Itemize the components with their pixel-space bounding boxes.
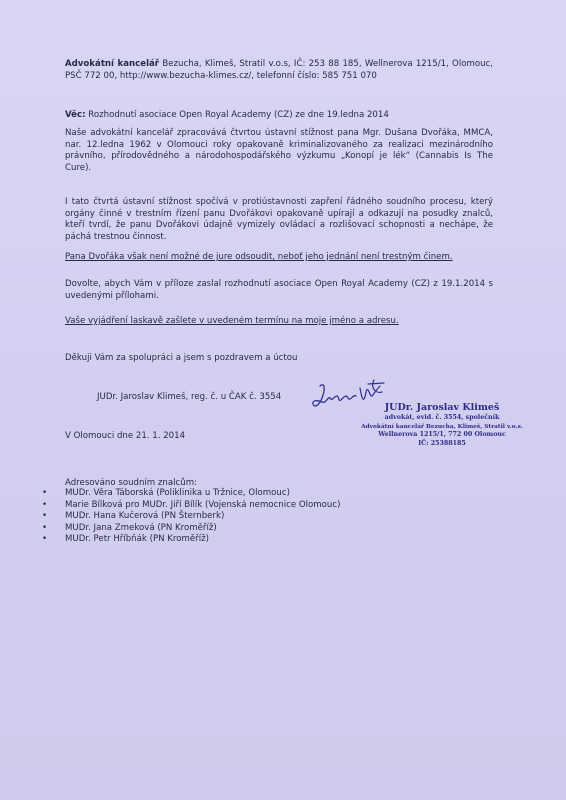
list-item-text: Marie Bílková pro MUDr. Jiří Bílík (Vojenská nemocnice Olomouc) [65, 499, 341, 510]
stamp-line-ic: IČ: 25388185 [418, 439, 466, 447]
list-item [42, 488, 340, 500]
paragraph-not-crime: Pana Dvořáka však není možné de jure odsoudit, neboť jeho jednání není trestným činem. [65, 252, 453, 262]
list-item [42, 511, 340, 523]
subject-text: Rozhodnutí asociace Open Royal Academy (CZ) ze dne 19.ledna 2014 [88, 110, 389, 120]
stamp-line-address: Wellnerova 1215/1, 772 00 Olomouc [378, 431, 506, 439]
stamp-line-firm: Advokátní kancelář Bezucha, Klimeš, Stratil v.o.s. [361, 423, 523, 430]
bullet-icon: • [42, 511, 48, 522]
addressees-list [42, 488, 340, 546]
bullet-icon: • [42, 522, 48, 533]
list-item [42, 523, 340, 535]
subject-line [65, 110, 493, 122]
signer-name: JUDr. Jaroslav Klimeš, reg. č. u ČAK č. 3554 [97, 392, 282, 402]
paragraph-complaint: I tato čtvrtá ústavní stížnost spočívá v protiústavnosti zapření řádného soudního procesu, který orgány činné v trestním řízení panu Dvořákovi opakovaně upírají a odkazují na posudky znalců, kteří tvrdí, že panu Dvořákovi údajně vymizely ovládací a rozlišovací schopnosti a nechápe, že páchá trestnou činnost. [65, 197, 493, 242]
stamp-line-role: advokát, evid. č. 3554, společník [384, 414, 500, 421]
list-item [42, 500, 340, 512]
addressees-title: Adresováno soudním znalcům: [65, 478, 197, 488]
firm-label: Advokátní kancelář [65, 59, 160, 69]
letter-date: V Olomouci dne 21. 1. 2014 [65, 431, 186, 441]
list-item-text: MUDr. Věra Táborská (Poliklinika u Tržnice, Olomouc) [65, 488, 290, 498]
paragraph-intro: Naše advokátní kancelář zpracovává čtvrtou ústavní stížnost pana Mgr. Dušana Dvořáka, MMCA, nar. 12.ledna 1962 v Olomouci roky opakovaně kriminalizovaného za realizaci mezinárodního právního, přírodovědného a národohospodářského výzkumu „Konopí je lék“ (Cannabis Is The Cure). [65, 128, 493, 173]
bullet-icon: • [42, 488, 48, 498]
letterhead [65, 59, 493, 82]
lawyer-stamp [357, 402, 527, 448]
paragraph-request: Vaše vyjádření laskavě zašlete v uvedeném termínu na moje jméno a adresu. [65, 316, 399, 326]
list-item-text: MUDr. Hana Kučerová (PN Šternberk) [65, 511, 225, 522]
list-item [42, 534, 340, 546]
list-item-text: MUDr. Jana Zmeková (PN Kroměříž) [65, 522, 217, 533]
stamp-name: JUDr. Jaroslav Klimeš [384, 402, 500, 413]
bullet-icon: • [42, 534, 48, 545]
list-item-text: MUDr. Petr Hříbňák (PN Kroměříž) [65, 534, 209, 545]
bullet-icon: • [42, 499, 48, 510]
firm-details: Bezucha, Klimeš, Stratil v.o.s, IČ: 253 88 185, Wellnerova 1215/1, Olomouc, PSČ 772 00, http://www.bezucha-klimes.cz/, telefonní číslo: 585 751 070 [65, 59, 493, 81]
paragraph-attachment: Dovolte, abych Vám v příloze zaslal rozhodnutí asociace Open Royal Academy (CZ) z 19.1.2014 s uvedenými přílohami. [65, 279, 493, 301]
subject-label: Věc: [65, 110, 86, 120]
closing-thanks: Děkuji Vám za spolupráci a jsem s pozdravem a úctou [65, 353, 298, 363]
